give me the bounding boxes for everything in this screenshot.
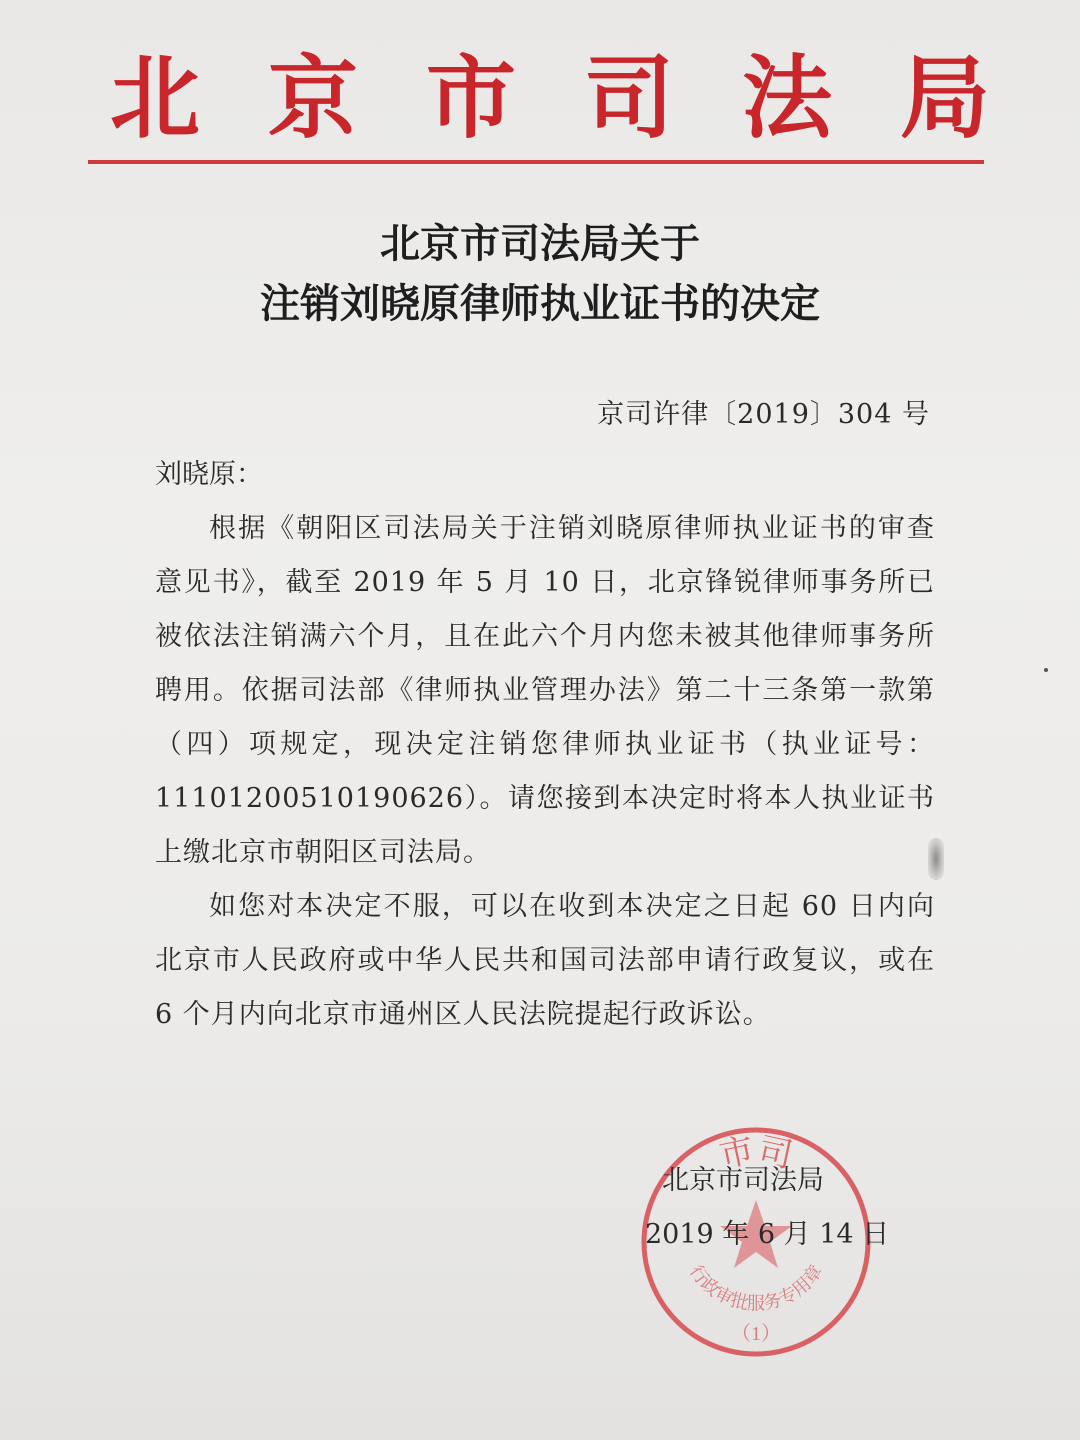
paper-smudge (928, 838, 944, 880)
letterhead-char: 司 (584, 45, 674, 151)
letterhead-red-rule (88, 160, 984, 164)
letterhead-char: 市 (426, 45, 516, 151)
issue-date: 2019 年 6 月 14 日 (645, 1219, 890, 1250)
letterhead-char: 法 (742, 45, 832, 151)
document-title-line2: 注销刘晓原律师执业证书的决定 (260, 281, 820, 327)
body-paragraph-decision: 根据《朝阳区司法局关于注销刘晓原律师执业证书的审查意见书》，截至 2019 年 5 月 10 日，北京锋锐律师事务所已被依法注销满六个月，且在此六个月内您未被其他律师事务所聘用。依据司法部《律师执业管理办法》第二十三条第一款第（四）项规定，现决定注销您律师执业证书（执业证号：11101200510190626）。请您接到本决定时将本人执业证书上缴北京市朝阳区司法局。 (155, 513, 935, 868)
salutation: 刘晓原： (155, 459, 263, 490)
issuing-authority: 北京市司法局 (662, 1165, 824, 1196)
letterhead-title (110, 45, 990, 151)
paper-speck (1044, 668, 1048, 672)
body-paragraph-appeal: 如您对本决定不服，可以在收到本决定之日起 60 日内向北京市人民政府或中华人民共和国司法部申请行政复议，或在 6 个月内向北京市通州区人民法院提起行政诉讼。 (155, 891, 935, 1030)
letterhead-char: 北 (110, 45, 200, 151)
seal-top-text: 市司 (716, 1131, 796, 1176)
letterhead-char: 京 (268, 45, 358, 151)
seal-bottom-text: 行政审批服务专用章 (685, 1261, 827, 1314)
seal-number: （1） (731, 1323, 781, 1345)
document-title-line1: 北京市司法局关于 (380, 221, 700, 267)
letterhead-char: 局 (900, 45, 990, 151)
document-number: 京司许律〔2019〕304 号 (597, 399, 930, 430)
